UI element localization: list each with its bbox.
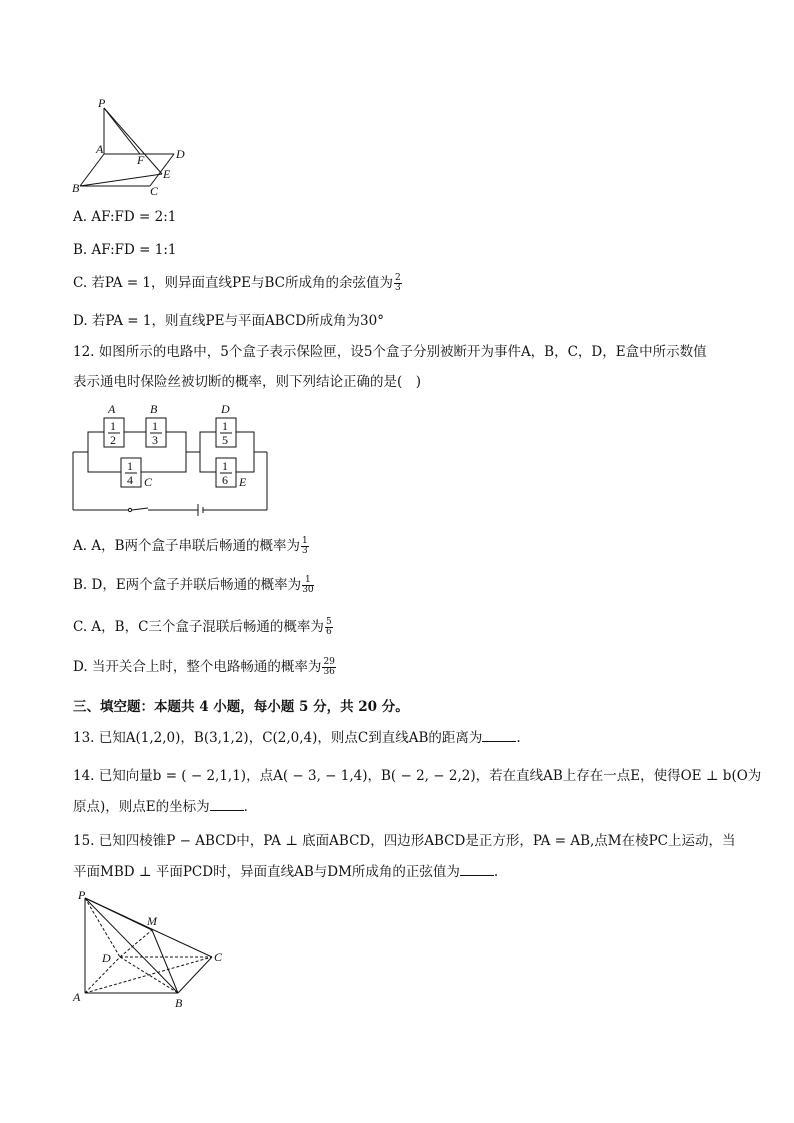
- box-d-num: 1: [222, 419, 228, 433]
- circuit-diagram: [68, 400, 278, 522]
- q11-option-d: D. 若PA = 1，则直线PE与平面ABCD所成角为30°: [73, 313, 384, 329]
- fig11-label-f: F: [137, 153, 145, 167]
- fraction: $\frac{1}{3}$: [302, 536, 308, 556]
- fig15-label-a: A: [73, 990, 81, 1004]
- box-e-den: 6: [222, 473, 228, 487]
- fig11-label-c: C: [150, 184, 159, 196]
- box-c-num: 1: [127, 459, 133, 473]
- box-a-den: 2: [110, 433, 116, 447]
- q11-option-c: [73, 273, 403, 293]
- box-d-label: D: [221, 402, 230, 416]
- q14-line2: 原点)，则点E的坐标为 .: [73, 799, 248, 815]
- q12-option-a: A. A，B两个盒子串联后畅通的概率为 $\frac{1}{3}$: [73, 536, 308, 556]
- q15-line2: 平面MBD ⊥ 平面PCD时，异面直线AB与DM所成角的正弦值为 .: [73, 864, 499, 880]
- fig15-label-d: D: [102, 951, 111, 965]
- box-e-label: E: [239, 475, 247, 489]
- q13: 13. 已知A(1,2,0)，B(3,1,2)，C(2,0,4)，则点C到直线AB的距离为 .: [73, 730, 521, 746]
- fig11-label-a: A: [96, 142, 104, 156]
- fraction: $\frac{1}{30}$: [302, 575, 314, 595]
- fig15-label-b: B: [175, 996, 183, 1010]
- fig15-label-c: C: [214, 950, 223, 964]
- q14-line1: 14. 已知向量b = ( − 2,1,1)，点A( − 3, − 1,4)，B( − 2, − 2,2)，若在直线AB上存在一点E，使得OE ⊥ b(O为: [73, 768, 762, 784]
- fig11-label-d: D: [176, 147, 185, 161]
- fraction: $\frac{2}{3}$: [394, 273, 401, 293]
- box-a-label: A: [108, 402, 116, 416]
- box-b-label: B: [150, 402, 158, 416]
- box-c-den: 4: [127, 473, 133, 487]
- fig15-label-m: M: [147, 914, 157, 928]
- box-e-num: 1: [222, 459, 228, 473]
- fig11-label-p: P: [98, 98, 106, 110]
- q11-option-a: A. AF:FD = 2:1: [73, 209, 177, 225]
- q11-figure: [70, 98, 190, 196]
- fig15-label-p: P: [78, 888, 86, 902]
- q12-stem-line2: 表示通电时保险丝被切断的概率，则下列结论正确的是( ): [73, 374, 422, 390]
- section-3-heading: 三、填空题：本题共 4 小题，每小题 5 分，共 20 分。: [73, 699, 409, 715]
- fraction: $\frac{5}{6}$: [325, 617, 332, 637]
- q12-option-b: B. D，E两个盒子并联后畅通的概率为 $\frac{1}{30}$: [73, 575, 314, 595]
- answer-blank: [210, 798, 244, 811]
- q15-pyramid-figure: [68, 885, 238, 1013]
- fig11-label-b: B: [72, 181, 80, 195]
- q15-line1: 15. 已知四棱锥P − ABCD中，PA ⊥ 底面ABCD，四边形ABCD是正方形，PA = AB,点M在棱PC上运动，当: [73, 833, 736, 849]
- box-c-label: C: [144, 475, 153, 489]
- answer-blank: [460, 863, 494, 876]
- answer-blank: [482, 729, 516, 742]
- box-b-num: 1: [152, 419, 158, 433]
- box-b-den: 3: [152, 433, 158, 447]
- fraction: $\frac{29}{36}$: [323, 657, 335, 677]
- q12-option-c: C. A，B，C三个盒子混联后畅通的概率为 $\frac{5}{6}$: [73, 617, 332, 637]
- q11-option-b: B. AF:FD = 1:1: [73, 242, 177, 258]
- box-d-den: 5: [222, 433, 228, 447]
- q12-option-d: D. 当开关合上时，整个电路畅通的概率为 $\frac{29}{36}$: [73, 657, 335, 677]
- q12-stem-line1: 12. 如图所示的电路中，5个盒子表示保险匣，设5个盒子分别被断开为事件A，B，C，D，E盒中所示数值: [73, 344, 707, 360]
- q11-option-c-text: C. 若PA = 1，则异面直线PE与BC所成角的余弦值为: [73, 275, 393, 291]
- box-a-num: 1: [110, 419, 116, 433]
- fig11-label-e: E: [163, 167, 171, 181]
